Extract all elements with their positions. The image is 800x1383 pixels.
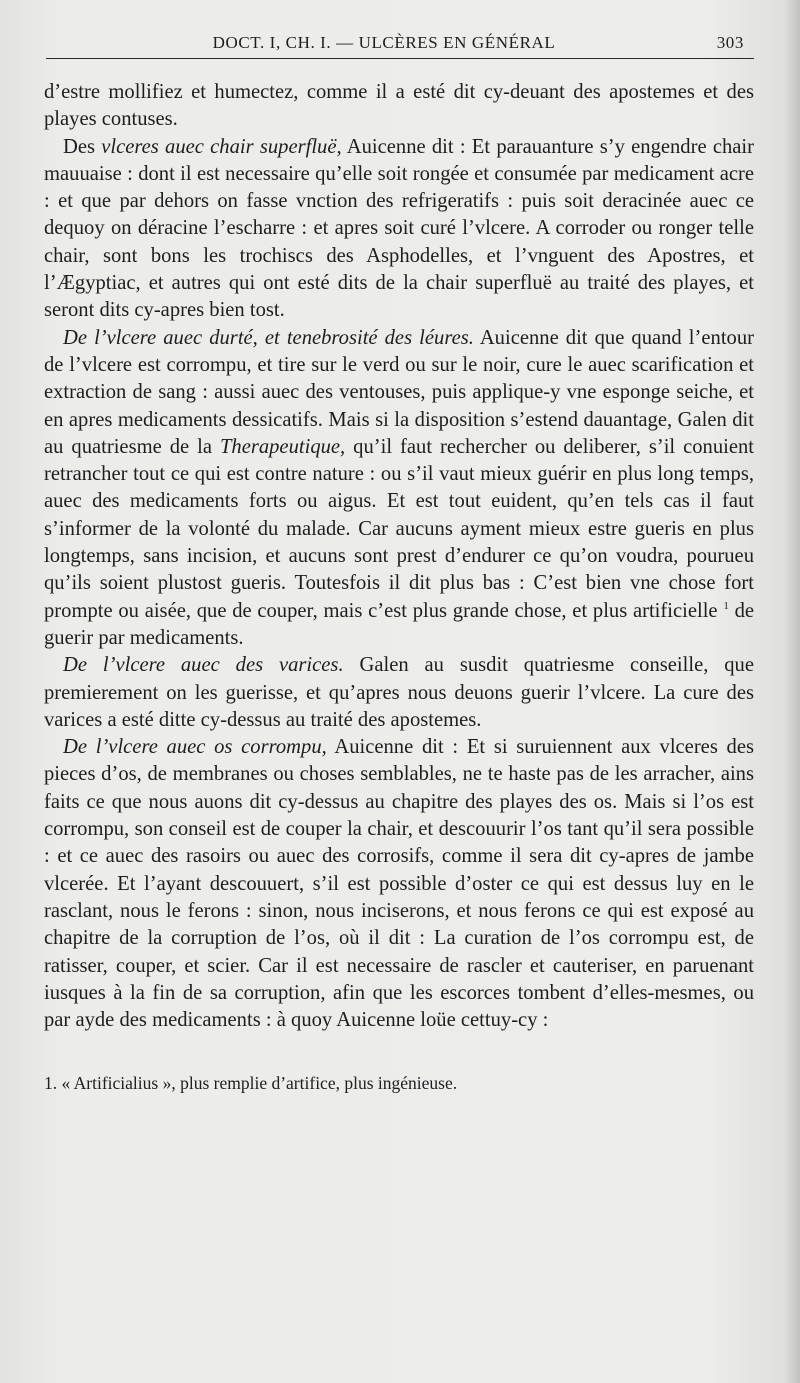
paragraph-3-text-a: Auicenne dit que quand l’entour de l’vlcere est corrompu, et tire sur le verd ou sur le noir, cure le auec scarification et extraction de sang : aussi auec des ventouses, puis applique-y vne esponge seiche, et en apres medicaments dessicatifs. Mais si la disposition s’estend dauantage, Galen dit au quatriesme de la bbox=[44, 326, 754, 458]
footnote-reference: 1 bbox=[723, 599, 729, 612]
section-heading-durte: De l’vlcere auec durté, et tenebrosité des léures. bbox=[63, 326, 474, 349]
paragraph-1: d’estre mollifiez et humectez, comme il a esté dit cy-deuant des apostemes et des playes contuses. bbox=[44, 81, 754, 131]
section-heading-varices: De l’vlcere auec des varices. bbox=[63, 654, 344, 677]
running-head bbox=[44, 30, 754, 58]
paragraph-3 bbox=[44, 325, 754, 653]
page-number: 303 bbox=[716, 33, 744, 52]
page-edge-shadow bbox=[784, 0, 800, 1383]
section-heading-os-corrompu: De l’vlcere auec os corrompu, bbox=[63, 736, 327, 759]
paragraph-4-text: Galen au susdit quatriesme conseille, que premierement on les guerisse, et qu’apres nous deuons guerir l’vlcere. La cure des varices a esté ditte cy-dessus au traité des apostemes. bbox=[44, 654, 754, 731]
paragraph-5 bbox=[44, 734, 754, 1034]
footnote-number: 1. bbox=[44, 1073, 58, 1094]
paragraph-4 bbox=[44, 652, 754, 734]
section-heading-superflue: vlceres auec chair superfluë, bbox=[101, 135, 342, 158]
paragraph-2 bbox=[44, 134, 754, 325]
book-title-therapeutique: Therapeutique, bbox=[219, 435, 346, 458]
paragraph-3-text-c: de guerir par medicaments. bbox=[44, 599, 755, 649]
footnote-text: « Artificialius », plus remplie d’artifice, plus ingénieuse. bbox=[61, 1073, 458, 1094]
paragraph-2-text: Auicenne dit : Et parauanture s’y engendre chair mauuaise : dont il est necessaire qu’elle soit rongée et consumée par medicament acre : et que par dehors on fasse vnction des refrigeratifs : puis soit deracinée auec ce dequoy on déracine l’escharre : et apres soit curé l’vlcere. A corroder ou ronger telle chair, sont bons les trochiscs des Asphodelles, et l’vnguent des Apostres, et l’Ægyptiac, et autres qui ont esté dits de la chair superfluë au traité des playes, et seront dits cy-apres bien tost. bbox=[44, 135, 754, 322]
footnote bbox=[44, 1072, 754, 1094]
header-rule bbox=[46, 58, 754, 59]
paragraph-5-text: Auicenne dit : Et si suruiennent aux vlceres des pieces d’os, de membranes ou choses semblables, ne te haste pas de les arracher, ains faits ce que nous auons dit cy-dessus au chapitre des playes des os. Mais si l’os est corrompu, son conseil est de couper la chair, et descouurir l’os tant qu’il sera possible : et ce auec des rasoirs ou auec des corrosifs, comme il sera dit cy-apres de jambe vlcerée. Et l’ayant descouuert, s’il est possible d’oster ce qui est dessus luy en le rasclant, nous le ferons : sinon, nous inciserons, et nous ferons ce qui est exposé au chapitre de la corruption de l’os, où il dit : La curation de l’os corrompu est, de ratisser, couper, et scier. Car il est necessaire de rascler et cauteriser, en paruenant iusques à la fin de sa corruption, afin que les escorces tombent d’elles-mesmes, ou par ayde des medicaments : à quoy Auicenne loüe cettuy-cy : bbox=[44, 736, 754, 1032]
main-text bbox=[44, 79, 754, 1034]
running-title: DOCT. I, CH. I. — ULCÈRES EN GÉNÉRAL bbox=[212, 33, 556, 52]
paragraph-3-text-b: qu’il faut rechercher ou deliberer, s’il conuient retrancher tout ce qui est contre nature : ou s’il vaut mieux guérir en plus long temps, auec des medicaments forts ou aigus. Et est tout euident, qu’en tels cas il faut s’informer de la volonté du malade. Car aucuns ayment mieux estre gueris en plus longtemps, sans incision, et aucuns sont prest d’endurer ce qu’on voudra, pourueu qu’ils soient plustost gueris. Toutesfois il dit plus bas : C’est bien vne chose fort prompte ou aisée, que de couper, mais c’est plus grande chose, et plus artificielle bbox=[44, 435, 755, 622]
paragraph-2-lead: Des bbox=[63, 135, 96, 158]
